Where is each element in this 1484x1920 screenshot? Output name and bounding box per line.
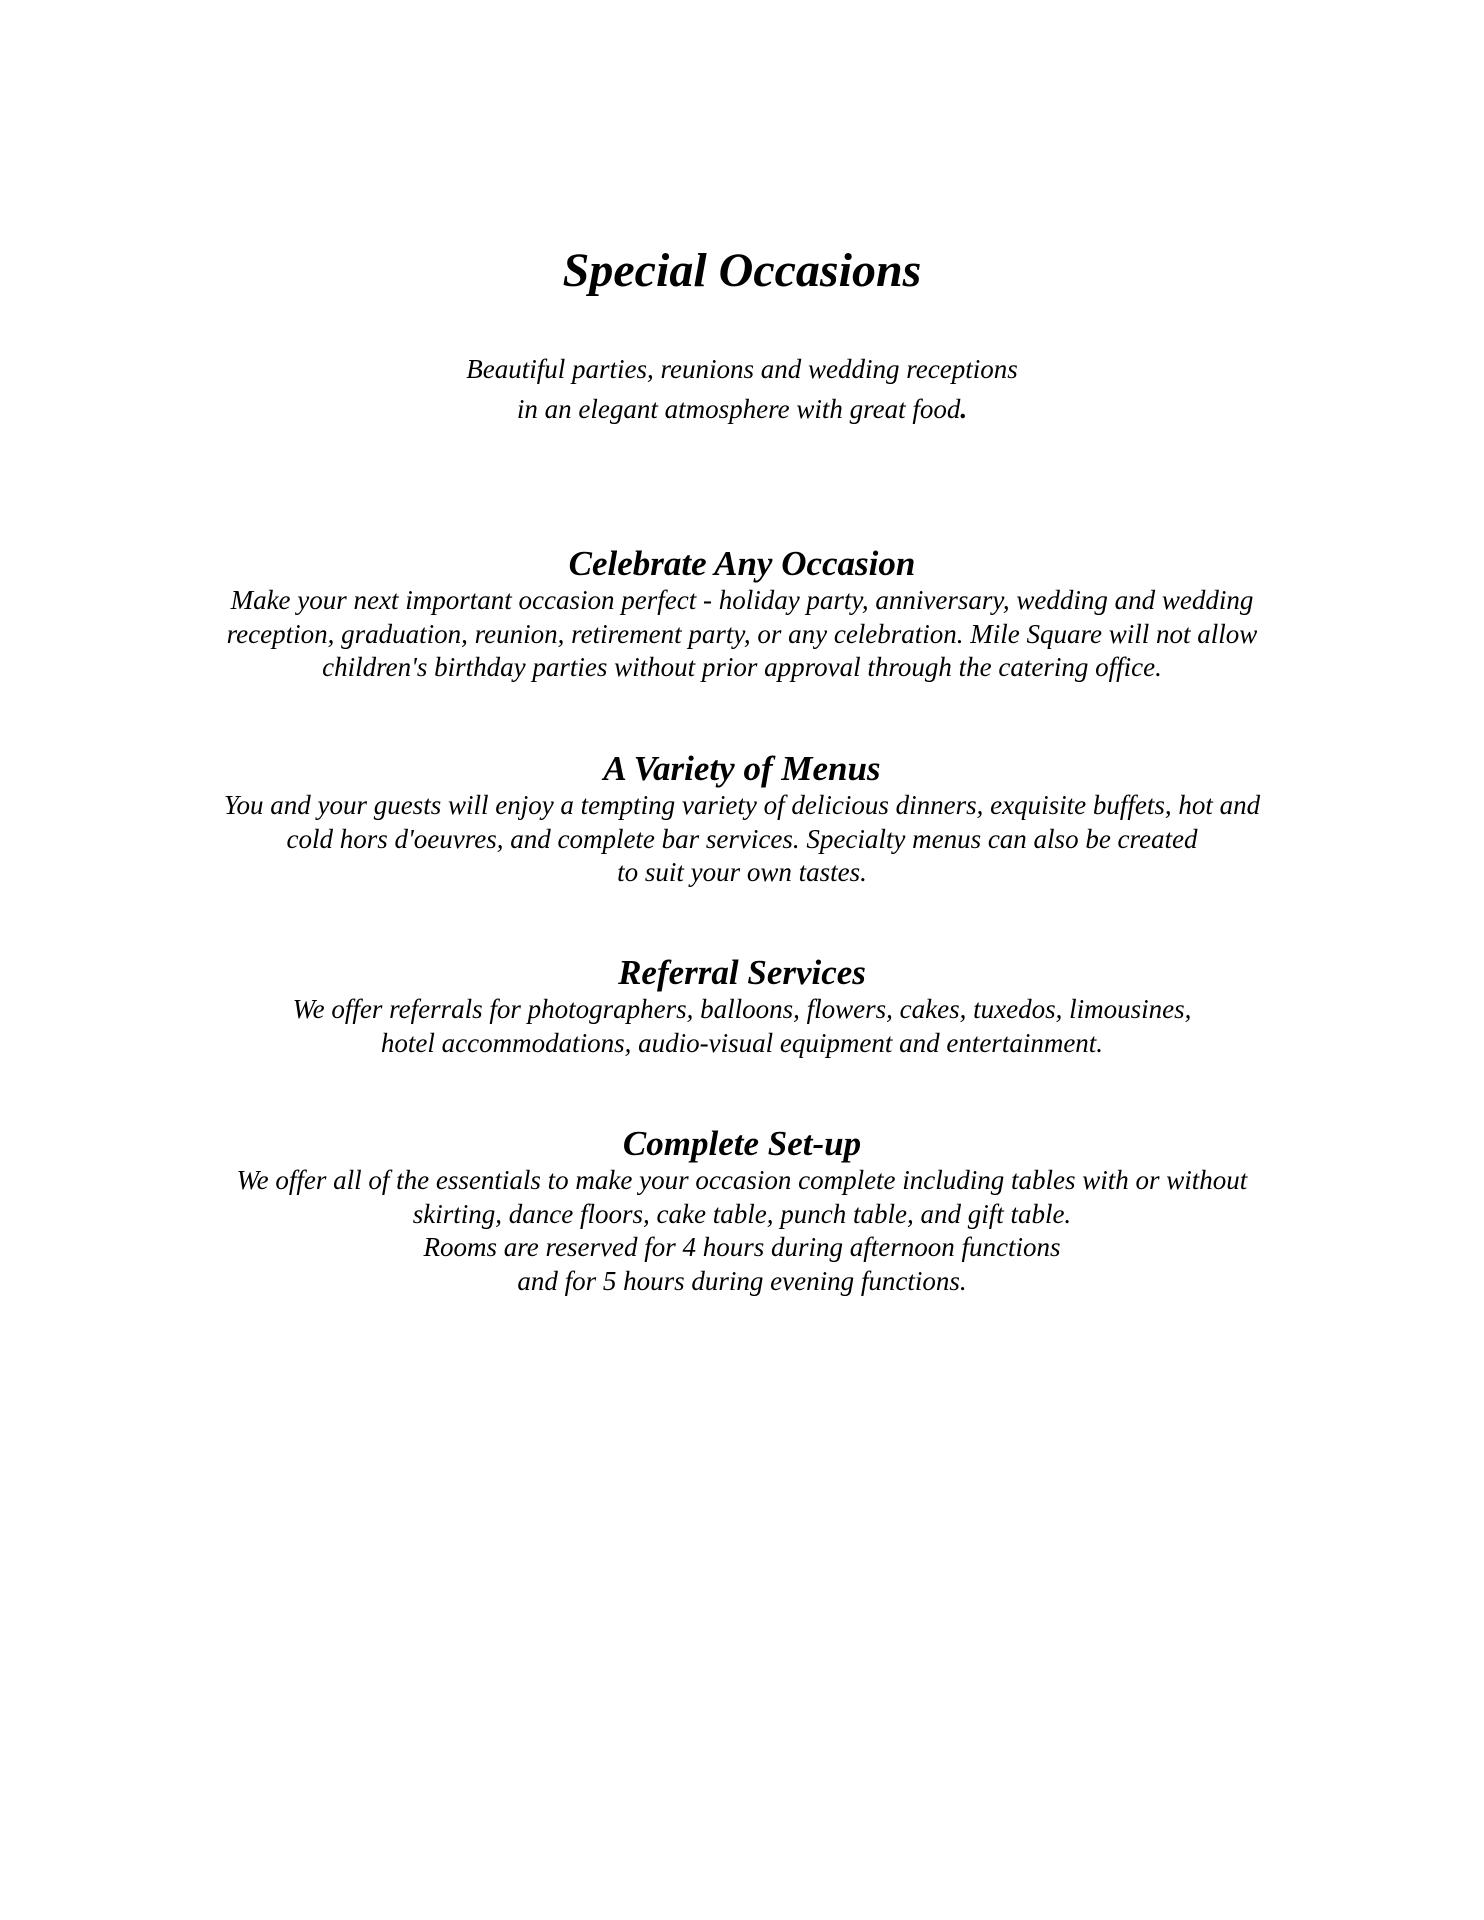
intro-line-text: in an elegant atmosphere with great food xyxy=(516,394,961,424)
section-line: Rooms are reserved for 4 hours during afternoon functions xyxy=(423,1232,1061,1262)
section-heading: Complete Set-up xyxy=(622,1124,862,1163)
section-line: skirting, dance floors, cake table, punch table, and gift table. xyxy=(412,1198,1072,1229)
section-line: cold hors d'oeuvres, and complete bar services. Specialty menus can also be created xyxy=(286,823,1198,854)
section-celebrate-any-occasion xyxy=(0,544,1484,685)
section-line: children's birthday parties without prior approval through the catering office. xyxy=(322,652,1162,682)
section-line: We offer all of the essentials to make your occasion complete including tables with or without xyxy=(236,1165,1248,1195)
intro-period: . xyxy=(960,394,968,424)
section-heading: Referral Services xyxy=(618,953,866,992)
section-variety-of-menus xyxy=(0,749,1484,890)
section-line: We offer referrals for photographers, balloons, flowers, cakes, tuxedos, limousines, xyxy=(292,994,1192,1024)
section-referral-services xyxy=(0,953,1484,1060)
section-line: reception, graduation, reunion, retirement party, or any celebration. Mile Square will not allow xyxy=(226,618,1258,649)
section-line: and for 5 hours during evening functions. xyxy=(517,1265,967,1296)
page-title: Special Occasions xyxy=(562,244,922,297)
intro-text xyxy=(0,349,1484,429)
section-body xyxy=(0,584,1484,685)
section-line: to suit your own tastes. xyxy=(617,857,867,887)
intro-line xyxy=(0,389,1484,429)
section-complete-set-up xyxy=(0,1124,1484,1298)
section-heading: A Variety of Menus xyxy=(603,749,881,788)
section-line: Make your next important occasion perfect - holiday party, anniversary, wedding and wedding xyxy=(230,585,1254,615)
section-body xyxy=(0,789,1484,890)
section-heading: Celebrate Any Occasion xyxy=(568,544,916,583)
section-line: You and your guests will enjoy a tempting variety of delicious dinners, exquisite buffets, hot and xyxy=(223,790,1261,820)
intro-line: Beautiful parties, reunions and wedding receptions xyxy=(466,354,1018,384)
section-body xyxy=(0,993,1484,1060)
section-body xyxy=(0,1164,1484,1298)
section-line: hotel accommodations, audio-visual equipment and entertainment. xyxy=(380,1027,1104,1058)
